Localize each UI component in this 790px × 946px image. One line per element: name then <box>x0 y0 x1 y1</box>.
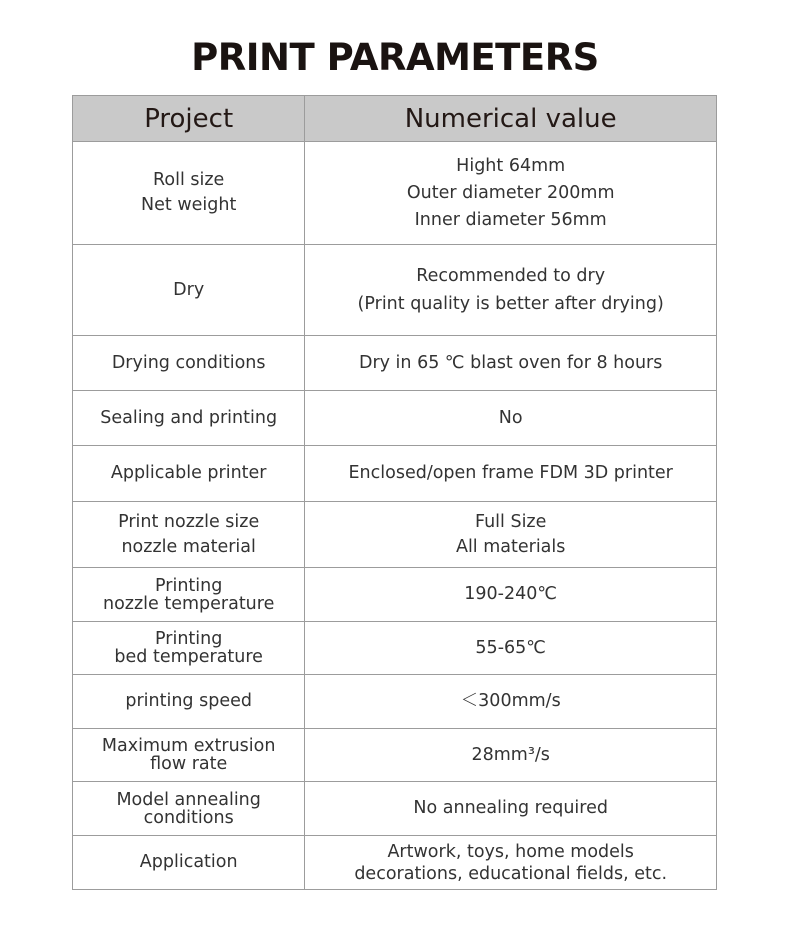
project-cell <box>73 391 305 446</box>
value-cell <box>305 568 717 622</box>
project-text: Printing <box>155 575 223 596</box>
value-text: 55-65℃ <box>475 637 546 658</box>
project-text: Drying conditions <box>111 352 266 373</box>
value-cell <box>305 675 717 729</box>
table-row <box>73 568 717 622</box>
page-title: PRINT PARAMETERS <box>191 36 599 79</box>
value-text: Artwork, toys, home models <box>387 841 634 862</box>
project-text: nozzle temperature <box>102 593 275 614</box>
value-text: (Print quality is better after drying) <box>357 294 664 314</box>
value-text: 28mm³/s <box>471 744 550 765</box>
project-cell <box>73 446 305 502</box>
value-cell <box>305 245 717 336</box>
column-header-numerical-value: Numerical value <box>305 96 717 142</box>
project-cell <box>73 675 305 729</box>
value-text: Outer diameter 200mm <box>406 182 615 203</box>
value-text: ＜300mm/s <box>460 691 561 711</box>
table-row <box>73 142 717 245</box>
value-cell <box>305 622 717 675</box>
table-row <box>73 836 717 890</box>
project-cell <box>73 502 305 568</box>
value-cell <box>305 836 717 890</box>
project-cell <box>73 782 305 836</box>
table-row <box>73 729 717 782</box>
project-cell <box>73 245 305 336</box>
project-text: Print nozzle size <box>118 511 260 532</box>
project-text: conditions <box>143 807 234 828</box>
value-text: Recommended to dry <box>416 266 606 286</box>
value-text: No annealing required <box>413 798 608 818</box>
project-text: Roll size <box>153 170 225 190</box>
value-cell <box>305 336 717 391</box>
print-parameters-table <box>72 95 717 890</box>
table-row <box>73 391 717 446</box>
table-row <box>73 446 717 502</box>
project-text: Application <box>139 852 238 872</box>
value-text: decorations, educational fields, etc. <box>354 863 668 884</box>
value-text: All materials <box>455 536 566 557</box>
project-cell <box>73 336 305 391</box>
project-cell <box>73 568 305 622</box>
value-text: Hight 64mm <box>456 155 566 176</box>
value-text: Inner diameter 56mm <box>414 209 607 230</box>
value-text: 190-240℃ <box>464 584 558 604</box>
project-text: bed temperature <box>114 647 263 667</box>
project-text: Net weight <box>141 195 237 215</box>
value-text: Enclosed/open frame FDM 3D printer <box>348 463 673 483</box>
project-cell <box>73 836 305 890</box>
value-cell <box>305 782 717 836</box>
value-cell <box>305 729 717 782</box>
project-cell <box>73 622 305 675</box>
table-header-row <box>73 96 717 142</box>
value-cell <box>305 502 717 568</box>
table-row <box>73 622 717 675</box>
project-text: printing speed <box>125 691 252 711</box>
value-text: Full Size <box>474 511 547 532</box>
table-row <box>73 502 717 568</box>
table-row <box>73 245 717 336</box>
project-text: Sealing and printing <box>100 407 278 428</box>
table-row <box>73 336 717 391</box>
project-text: Model annealing <box>116 789 261 810</box>
project-cell <box>73 142 305 245</box>
value-cell <box>305 446 717 502</box>
value-text: No <box>498 407 523 428</box>
project-text: Dry <box>173 279 205 300</box>
project-text: Applicable printer <box>110 463 267 483</box>
table-row <box>73 782 717 836</box>
value-text: Dry in 65 ℃ blast oven for 8 hours <box>358 352 663 373</box>
column-header-project: Project <box>73 96 305 142</box>
project-cell <box>73 729 305 782</box>
table-row <box>73 675 717 729</box>
project-text: Maximum extrusion <box>101 736 276 756</box>
project-text: flow rate <box>150 754 228 774</box>
value-cell <box>305 391 717 446</box>
project-text: nozzle material <box>121 536 256 557</box>
project-text: Printing <box>155 629 223 649</box>
value-cell <box>305 142 717 245</box>
